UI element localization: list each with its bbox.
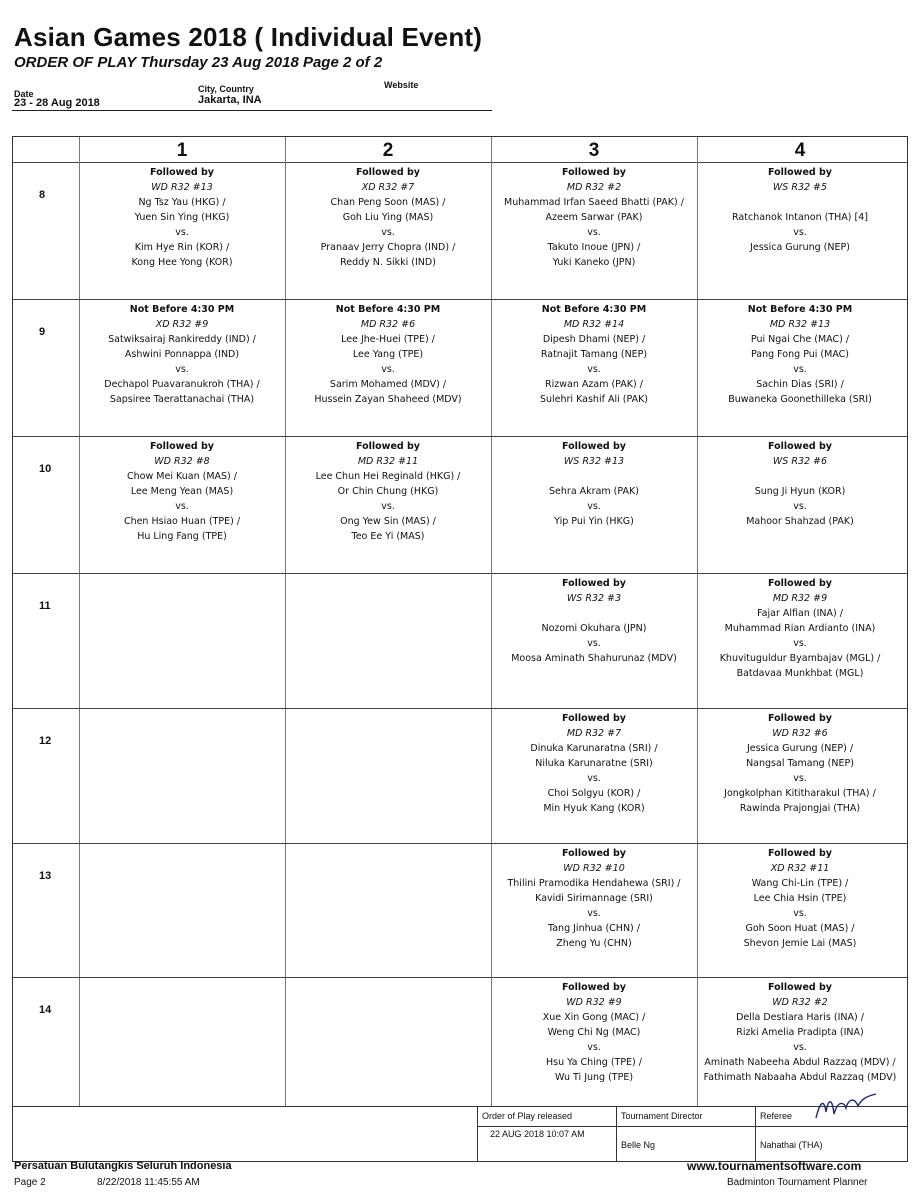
player-name: Rawinda Prajongjai (THA) bbox=[739, 803, 861, 814]
player-name: Xue Xin Gong (MAC) / bbox=[542, 1012, 646, 1023]
match-cell bbox=[697, 439, 903, 529]
header-divider bbox=[12, 110, 492, 111]
match-heading: Followed by bbox=[562, 578, 626, 589]
release-value: 22 AUG 2018 10:07 AM bbox=[490, 1129, 585, 1139]
player-name: Muhammad Rian Ardianto (INA) bbox=[724, 623, 876, 634]
release-divider bbox=[12, 1106, 908, 1107]
director-label: Tournament Director bbox=[621, 1111, 703, 1121]
match-heading: Not Before 4:30 PM bbox=[747, 304, 853, 315]
versus-label: vs. bbox=[793, 908, 807, 919]
player-name: Lee Jhe-Huei (TPE) / bbox=[341, 334, 435, 345]
match-heading: Followed by bbox=[356, 441, 420, 452]
row-divider bbox=[13, 299, 907, 300]
player-name: Lee Chia Hsin (TPE) bbox=[753, 893, 847, 904]
player-name: Min Hyuk Kang (KOR) bbox=[543, 803, 645, 814]
versus-label: vs. bbox=[587, 501, 601, 512]
release-mid-line bbox=[477, 1126, 908, 1127]
player-name: Lee Yang (TPE) bbox=[352, 349, 424, 360]
player-name: Jessica Gurung (NEP) bbox=[750, 242, 850, 253]
referee-signature bbox=[810, 1092, 880, 1124]
match-event: XD R32 #11 bbox=[770, 863, 830, 874]
player-name: Ong Yew Sin (MAS) / bbox=[340, 516, 436, 527]
player-name: Fajar Alfian (INA) / bbox=[757, 608, 843, 619]
match-cell bbox=[285, 165, 491, 270]
player-name: Hu Ling Fang (TPE) bbox=[137, 531, 227, 542]
match-heading: Followed by bbox=[562, 982, 626, 993]
referee-value: Nahathai (THA) bbox=[760, 1140, 823, 1150]
match-cell bbox=[79, 165, 285, 270]
row-divider bbox=[13, 436, 907, 437]
match-heading: Followed by bbox=[562, 441, 626, 452]
match-cell bbox=[491, 439, 697, 529]
player-name: Chow Mei Kuan (MAS) / bbox=[127, 471, 237, 482]
match-event: MD R32 #14 bbox=[563, 319, 625, 330]
player-name: Nozomi Okuhara (JPN) bbox=[541, 623, 647, 634]
player-name: Dechapol Puavaranukroh (THA) / bbox=[104, 379, 260, 390]
player-name: Lee Meng Yean (MAS) bbox=[130, 486, 234, 497]
player-name: Shevon Jemie Lai (MAS) bbox=[743, 938, 857, 949]
release-col-line-3 bbox=[755, 1106, 756, 1162]
player-name: Wang Chi-Lin (TPE) / bbox=[751, 878, 849, 889]
versus-label: vs. bbox=[793, 364, 807, 375]
player-name: Thilini Pramodika Hendahewa (SRI) / bbox=[507, 878, 681, 889]
column-divider-2 bbox=[285, 137, 286, 1107]
versus-label: vs. bbox=[587, 364, 601, 375]
match-cell bbox=[491, 165, 697, 270]
match-heading: Followed by bbox=[150, 441, 214, 452]
player-name: Fathimath Nabaaha Abdul Razzaq (MDV) bbox=[703, 1072, 897, 1083]
match-heading: Followed by bbox=[768, 982, 832, 993]
player-name: Goh Soon Huat (MAS) / bbox=[745, 923, 855, 934]
player-name: Kavidi Sirimannage (SRI) bbox=[535, 893, 653, 904]
player-name: Yip Pui Yin (HKG) bbox=[554, 516, 634, 527]
versus-label: vs. bbox=[587, 227, 601, 238]
player-name: Chen Hsiao Huan (TPE) / bbox=[123, 516, 241, 527]
column-header-divider bbox=[13, 162, 907, 163]
match-event: WS R32 #5 bbox=[772, 182, 828, 193]
player-name: Buwaneka Goonethilleka (SRI) bbox=[728, 394, 872, 405]
versus-label: vs. bbox=[381, 501, 395, 512]
player-name: Satwiksairaj Rankireddy (IND) / bbox=[108, 334, 256, 345]
player-name bbox=[697, 195, 903, 210]
player-name: Sachin Dias (SRI) / bbox=[756, 379, 844, 390]
match-cell bbox=[697, 165, 903, 255]
row-number: 11 bbox=[39, 600, 51, 612]
match-cell bbox=[285, 302, 491, 407]
match-cell bbox=[491, 846, 697, 951]
city-value: Jakarta, INA bbox=[198, 94, 262, 106]
player-name: Sarim Mohamed (MDV) / bbox=[329, 379, 447, 390]
player-name: Zheng Yu (CHN) bbox=[556, 938, 632, 949]
player-name: Rizwan Azam (PAK) / bbox=[545, 379, 643, 390]
row-number: 12 bbox=[39, 735, 52, 747]
match-cell bbox=[697, 846, 903, 951]
footer-product: Badminton Tournament Planner bbox=[727, 1177, 868, 1188]
player-name bbox=[491, 469, 697, 484]
match-event: WD R32 #9 bbox=[566, 997, 622, 1008]
player-name: Ratchanok Intanon (THA) [4] bbox=[732, 212, 868, 223]
match-heading: Followed by bbox=[562, 713, 626, 724]
column-header-2: 2 bbox=[382, 140, 394, 161]
player-name: Jessica Gurung (NEP) / bbox=[746, 743, 854, 754]
player-name: Kong Hee Yong (KOR) bbox=[131, 257, 233, 268]
versus-label: vs. bbox=[793, 227, 807, 238]
row-divider bbox=[13, 843, 907, 844]
director-value: Belle Ng bbox=[621, 1140, 656, 1150]
player-name: Jongkolphan Kititharakul (THA) / bbox=[724, 788, 876, 799]
match-event: WD R32 #13 bbox=[151, 182, 213, 193]
player-name: Pranaav Jerry Chopra (IND) / bbox=[320, 242, 456, 253]
player-name: Hsu Ya Ching (TPE) / bbox=[545, 1057, 642, 1068]
player-name: Moosa Aminath Shahurunaz (MDV) bbox=[511, 653, 677, 664]
match-cell bbox=[697, 302, 903, 407]
player-name: Ng Tsz Yau (HKG) / bbox=[138, 197, 226, 208]
match-event: WS R32 #13 bbox=[563, 456, 625, 467]
versus-label: vs. bbox=[793, 773, 807, 784]
website-label: Website bbox=[384, 80, 419, 90]
player-name: Reddy N. Sikki (IND) bbox=[340, 257, 436, 268]
page-subtitle: ORDER OF PLAY Thursday 23 Aug 2018 Page 2 of 2 bbox=[14, 54, 383, 71]
release-col-line-1 bbox=[477, 1106, 478, 1162]
player-name: Tang Jinhua (CHN) / bbox=[548, 923, 640, 934]
match-heading: Followed by bbox=[768, 578, 832, 589]
date-value: 23 - 28 Aug 2018 bbox=[14, 97, 100, 109]
match-heading: Followed by bbox=[768, 167, 832, 178]
versus-label: vs. bbox=[587, 773, 601, 784]
player-name: Ratnajit Tamang (NEP) bbox=[540, 349, 648, 360]
match-heading: Followed by bbox=[356, 167, 420, 178]
release-label: Order of Play released bbox=[482, 1111, 573, 1121]
date-label: Date bbox=[14, 89, 34, 99]
footer-printed: 8/22/2018 11:45:55 AM bbox=[97, 1177, 200, 1188]
player-name: Or Chin Chung (HKG) bbox=[337, 486, 439, 497]
match-event: XD R32 #7 bbox=[361, 182, 415, 193]
player-name: Aminath Nabeeha Abdul Razzaq (MDV) / bbox=[704, 1057, 896, 1068]
player-name: Wu Ti Jung (TPE) bbox=[554, 1072, 634, 1083]
footer-page: Page 2 bbox=[14, 1177, 46, 1188]
player-name: Sehra Akram (PAK) bbox=[549, 486, 639, 497]
row-number: 14 bbox=[39, 1004, 52, 1016]
match-event: MD R32 #13 bbox=[769, 319, 831, 330]
match-event: WD R32 #6 bbox=[772, 728, 828, 739]
match-cell bbox=[491, 980, 697, 1085]
player-name: Kim Hye Rin (KOR) / bbox=[134, 242, 230, 253]
match-cell bbox=[79, 439, 285, 544]
match-heading: Followed by bbox=[768, 713, 832, 724]
row-number: 8 bbox=[39, 189, 46, 201]
player-name: Sung Ji Hyun (KOR) bbox=[754, 486, 846, 497]
versus-label: vs. bbox=[175, 227, 189, 238]
player-name: Chan Peng Soon (MAS) / bbox=[330, 197, 446, 208]
versus-label: vs. bbox=[793, 1042, 807, 1053]
row-number: 10 bbox=[39, 463, 52, 475]
player-name: Ashwini Ponnappa (IND) bbox=[124, 349, 240, 360]
match-event: MD R32 #11 bbox=[357, 456, 419, 467]
player-name: Sapsiree Taerattanachai (THA) bbox=[109, 394, 255, 405]
release-col-line-2 bbox=[616, 1106, 617, 1162]
match-cell bbox=[697, 980, 903, 1085]
player-name: Lee Chun Hei Reginald (HKG) / bbox=[315, 471, 461, 482]
column-header-4: 4 bbox=[794, 140, 806, 161]
player-name: Yuki Kaneko (JPN) bbox=[552, 257, 636, 268]
versus-label: vs. bbox=[793, 638, 807, 649]
player-name: Teo Ee Yi (MAS) bbox=[351, 531, 425, 542]
row-number: 9 bbox=[39, 326, 46, 338]
versus-label: vs. bbox=[381, 364, 395, 375]
match-cell bbox=[697, 576, 903, 681]
match-heading: Not Before 4:30 PM bbox=[129, 304, 235, 315]
versus-label: vs. bbox=[793, 501, 807, 512]
match-event: WS R32 #3 bbox=[566, 593, 622, 604]
player-name: Batdavaa Munkhbat (MGL) bbox=[736, 668, 864, 679]
match-cell bbox=[79, 302, 285, 407]
player-name: Khuvituguldur Byambajav (MGL) / bbox=[719, 653, 881, 664]
player-name: Dipesh Dhami (NEP) / bbox=[542, 334, 646, 345]
match-heading: Followed by bbox=[150, 167, 214, 178]
footer-website: www.tournamentsoftware.com bbox=[687, 1159, 862, 1173]
match-event: XD R32 #9 bbox=[155, 319, 209, 330]
match-cell bbox=[697, 711, 903, 816]
match-cell bbox=[285, 439, 491, 544]
match-event: MD R32 #9 bbox=[772, 593, 828, 604]
player-name: Della Destiara Haris (INA) / bbox=[736, 1012, 864, 1023]
column-header-3: 3 bbox=[588, 140, 600, 161]
match-heading: Followed by bbox=[768, 441, 832, 452]
player-name: Takuto Inoue (JPN) / bbox=[547, 242, 641, 253]
versus-label: vs. bbox=[587, 1042, 601, 1053]
player-name: Yuen Sin Ying (HKG) bbox=[134, 212, 230, 223]
player-name: Weng Chi Ng (MAC) bbox=[547, 1027, 641, 1038]
row-divider bbox=[13, 573, 907, 574]
row-divider bbox=[13, 977, 907, 978]
player-name: Choi Solgyu (KOR) / bbox=[547, 788, 641, 799]
player-name: Nangsal Tamang (NEP) bbox=[746, 758, 854, 769]
versus-label: vs. bbox=[175, 364, 189, 375]
versus-label: vs. bbox=[175, 501, 189, 512]
player-name: Rizki Amelia Pradipta (INA) bbox=[736, 1027, 864, 1038]
versus-label: vs. bbox=[587, 908, 601, 919]
city-label: City, Country bbox=[198, 84, 254, 94]
player-name: Hussein Zayan Shaheed (MDV) bbox=[314, 394, 462, 405]
player-name: Niluka Karunaratne (SRI) bbox=[535, 758, 653, 769]
player-name bbox=[697, 469, 903, 484]
versus-label: vs. bbox=[587, 638, 601, 649]
match-heading: Followed by bbox=[562, 167, 626, 178]
player-name bbox=[491, 606, 697, 621]
order-of-play-grid bbox=[12, 136, 908, 1162]
match-cell bbox=[491, 576, 697, 666]
column-header-1: 1 bbox=[176, 140, 188, 161]
row-divider bbox=[13, 708, 907, 709]
column-divider-1 bbox=[79, 137, 80, 1107]
player-name: Pui Ngai Che (MAC) / bbox=[750, 334, 850, 345]
match-cell bbox=[491, 711, 697, 816]
referee-label: Referee bbox=[760, 1111, 793, 1121]
versus-label: vs. bbox=[381, 227, 395, 238]
match-event: WD R32 #8 bbox=[154, 456, 210, 467]
footer-org: Persatuan Bulutangkis Seluruh Indonesia bbox=[14, 1160, 232, 1172]
player-name: Muhammad Irfan Saeed Bhatti (PAK) / bbox=[504, 197, 684, 208]
page-title: Asian Games 2018 ( Individual Event) bbox=[14, 22, 483, 52]
match-cell bbox=[491, 302, 697, 407]
match-heading: Followed by bbox=[768, 848, 832, 859]
match-event: WD R32 #10 bbox=[563, 863, 625, 874]
player-name: Mahoor Shahzad (PAK) bbox=[746, 516, 854, 527]
match-heading: Not Before 4:30 PM bbox=[541, 304, 647, 315]
player-name: Azeem Sarwar (PAK) bbox=[545, 212, 643, 223]
row-number: 13 bbox=[39, 870, 52, 882]
match-event: WD R32 #2 bbox=[772, 997, 828, 1008]
player-name: Pang Fong Pui (MAC) bbox=[750, 349, 850, 360]
player-name: Dinuka Karunaratna (SRI) / bbox=[530, 743, 658, 754]
match-heading: Not Before 4:30 PM bbox=[335, 304, 441, 315]
match-event: MD R32 #6 bbox=[360, 319, 416, 330]
match-event: WS R32 #6 bbox=[772, 456, 828, 467]
player-name: Goh Liu Ying (MAS) bbox=[342, 212, 434, 223]
player-name: Sulehri Kashif Ali (PAK) bbox=[539, 394, 649, 405]
match-event: MD R32 #2 bbox=[566, 182, 622, 193]
match-heading: Followed by bbox=[562, 848, 626, 859]
match-event: MD R32 #7 bbox=[566, 728, 622, 739]
